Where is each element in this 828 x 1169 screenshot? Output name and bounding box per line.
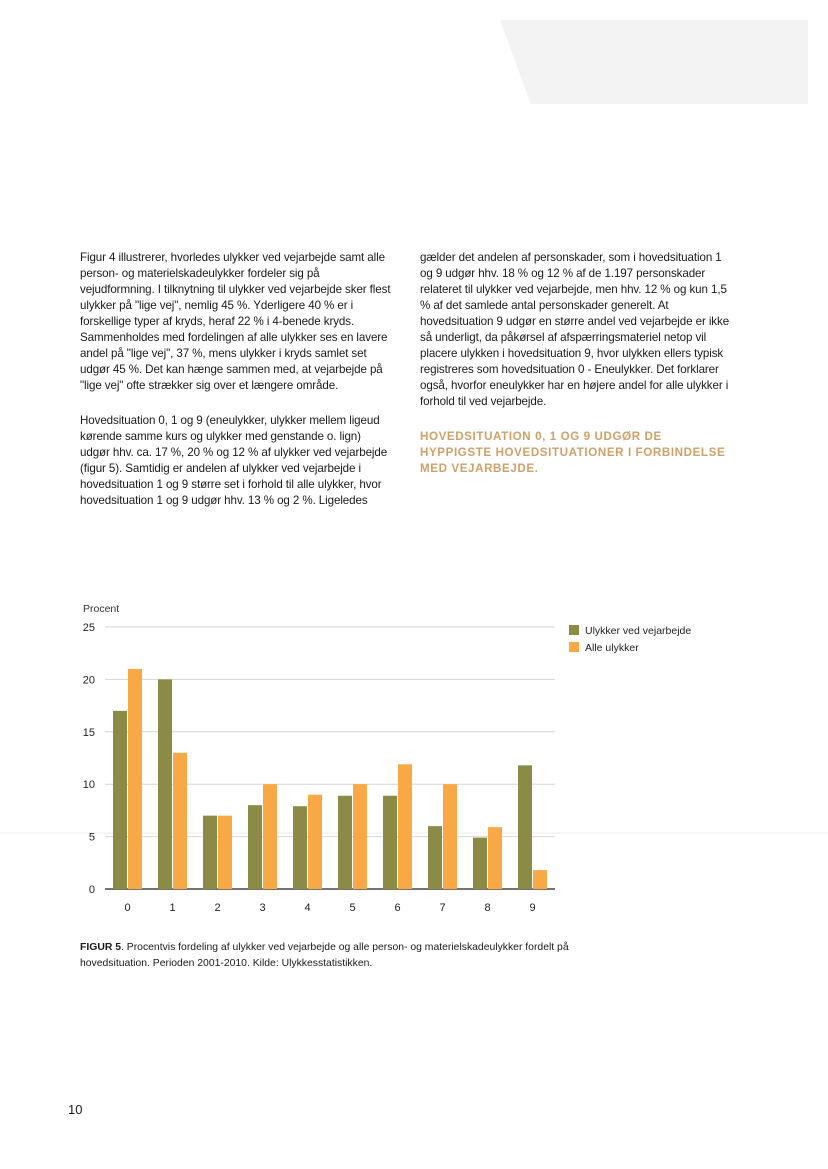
x-tick-label: 3 xyxy=(259,902,266,914)
bar-alle-ulykker xyxy=(353,784,367,889)
bar-alle-ulykker xyxy=(398,764,412,889)
bar-alle-ulykker xyxy=(488,827,502,889)
legend-swatch xyxy=(569,625,579,635)
bar-vejarbejde xyxy=(338,796,352,889)
bar-alle-ulykker xyxy=(218,816,232,889)
x-tick-label: 6 xyxy=(394,902,401,914)
bar-vejarbejde xyxy=(518,765,532,889)
paragraph-personskader: gælder det andelen af personskader, som i hovedsituation 1 og 9 udgør hhv. 18 % og 12 % af de 1.197 personskader relateret til ulykker ved vejarbejde, men hhv. 12 % og kun 1,5 % af det samlede antal personskader generelt. At hovedsituation 9 udgør en større andel ved vejarbejde er ikke så underligt, da påkørsel af afspærringsmateriel netop vil placere ulykken i hovedsituation 9, hvor ulykken ellers typisk registreres som hovedsituation 0 - Eneulykker. Det forklarer også, hvorfor eneulykker har en højere andel for alle ulykker i forhold til ved vejarbejde. xyxy=(420,251,730,408)
bar-vejarbejde xyxy=(293,806,307,889)
legend-swatch xyxy=(569,642,579,652)
y-tick-label: 15 xyxy=(82,726,95,739)
bar-alle-ulykker xyxy=(263,784,277,889)
bar-vejarbejde xyxy=(383,796,397,889)
y-tick-label: 0 xyxy=(88,884,95,896)
bar-vejarbejde xyxy=(203,816,217,889)
chart-legend xyxy=(569,625,691,654)
legend-label: Ulykker ved vejarbejde xyxy=(585,625,692,637)
x-tick-label: 9 xyxy=(529,902,536,914)
x-tick-label: 5 xyxy=(349,902,356,914)
x-tick-label: 4 xyxy=(304,902,311,914)
bar-alle-ulykker xyxy=(128,669,142,889)
chart-bars xyxy=(113,669,547,889)
chart-x-tick-labels xyxy=(124,902,535,914)
bar-alle-ulykker xyxy=(443,784,457,889)
caption-text: . Procentvis fordeling af ulykker ved vejarbejde og alle person- og materielskadeulykker fordelt på hovedsituation. Perioden 2001-2010. Kilde: Ulykkesstatistikken. xyxy=(80,942,569,969)
y-tick-label: 20 xyxy=(82,674,95,687)
bar-vejarbejde xyxy=(428,826,442,889)
figure-caption xyxy=(80,940,580,972)
pull-quote: HOVEDSITUATION 0, 1 OG 9 UDGØR DE HYPPIGSTE HOVEDSITUATIONER I FORBINDELSE MED VEJARBEJDE. xyxy=(420,430,726,475)
x-tick-label: 0 xyxy=(124,902,131,914)
paragraph-hovedsituation: Hovedsituation 0, 1 og 9 (eneulykker, ulykker mellem ligeud kørende samme kurs og ulykker med genstande o. lign) udgør hhv. ca. 17 %, 20 % og 12 % af ulykker ved vejarbejde (figur 5). Samtidig er andelen af ulykker ved vejarbejde i hovedsituation 1 og 9 større set i forhold til alle ulykker, hvor hovedsituation 1 og 9 udgør hhv. 13 % og 2 %. Ligeledes xyxy=(80,414,388,507)
bar-vejarbejde xyxy=(473,838,487,889)
y-tick-label: 25 xyxy=(82,622,95,634)
bar-alle-ulykker xyxy=(533,870,547,889)
caption-label: FIGUR 5 xyxy=(80,942,121,953)
paragraph-vejudformning: Figur 4 illustrerer, hvorledes ulykker ved vejarbejde samt alle person- og materielskadeulykker fordeler sig på vejudformning. I tilknytning til ulykker ved vejarbejde sker flest ulykker på "lige vej", nemlig 45 %. Yderligere 40 % er i forskellige typer af kryds, heraf 22 % i 4-benede kryds. Sammenholdes med fordelingen af alle ulykker ses en lavere andel på "lige vej", 37 %, mens ulykker i kryds samlet set udgør 45 %. Det kan hænge sammen med, at vejarbejde på "lige vej" ofte strækker sig over et længere område. xyxy=(80,251,391,392)
bar-vejarbejde xyxy=(248,805,262,889)
y-tick-label: 5 xyxy=(88,831,95,844)
page-number: 10 xyxy=(68,1102,83,1117)
chart-gridlines xyxy=(105,627,555,889)
bar-alle-ulykker xyxy=(173,753,187,889)
bar-vejarbejde xyxy=(113,711,127,889)
chart-y-axis-label: Procent xyxy=(83,603,120,615)
bar-alle-ulykker xyxy=(308,795,322,889)
bar-vejarbejde xyxy=(158,679,172,889)
legend-label: Alle ulykker xyxy=(585,642,639,654)
x-tick-label: 8 xyxy=(484,902,491,914)
x-tick-label: 2 xyxy=(214,902,221,914)
y-tick-label: 10 xyxy=(82,779,95,792)
x-tick-label: 1 xyxy=(169,902,176,914)
x-tick-label: 7 xyxy=(439,902,446,914)
chart-y-tick-labels xyxy=(83,622,95,896)
